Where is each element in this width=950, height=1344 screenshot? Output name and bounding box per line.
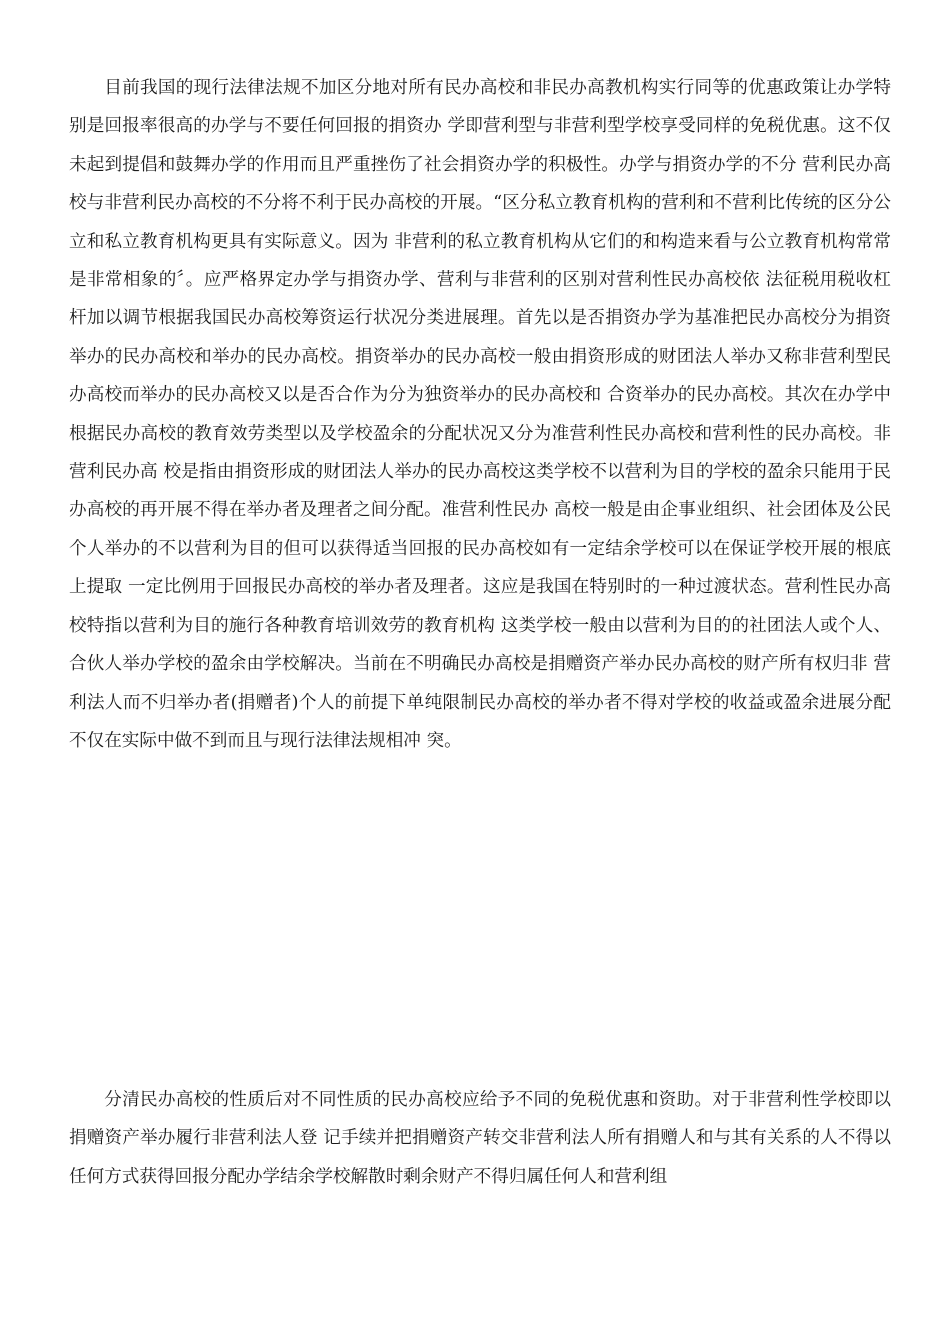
body-paragraph-2: 分清民办高校的性质后对不同性质的民办高校应给予不同的免税优惠和资助。对于非营利性学校即以捐赠资产举办履行非营利法人登 记手续并把捐赠资产转交非营利法人所有捐赠人和与其有关系的人不得以任何方式获得回报分配办学结余学校解散时剩余财产不得归属任何人和营利组 bbox=[69, 1090, 891, 1187]
body-paragraph-1: 目前我国的现行法律法规不加区分地对所有民办高校和非民办高教机构实行同等的优惠政策让办学特别是回报率很高的办学与不要任何回报的捐资办 学即营利型与非营利型学校享受同样的免税优惠。这不仅未起到提倡和鼓舞办学的作用而且严重挫伤了社会捐资办学的积极性。办学与捐资办学的不分 营利民办高校与非营利民办高校的不分将不利于民办高校的开展。“区分私立教育机构的营利和不营利比传统的区分公立和私立教育机构更具有实际意义。因为 非营利的私立教育机构从它们的和构造来看与公立教育机构常常是非常相象的〞。应严格界定办学与捐资办学、营利与非营利的区别对营利性民办高校依 法征税用税收杠杆加以调节根据我国民办高校筹资运行状况分类进展理。首先以是否捐资办学为基准把民办高校分为捐资举办的民办高校和举办的民办高校。捐资举办的民办高校一般由捐资形成的财团法人举办又称非营利型民办高校而举办的民办高校又以是否合作为分为独资举办的民办高校和 合资举办的民办高校。其次在办学中根据民办高校的教育效劳类型以及学校盈余的分配状况又分为准营利性民办高校和营利性的民办高校。非营利民办高 校是指由捐资形成的财团法人举办的民办高校这类学校不以营利为目的学校的盈余只能用于民办高校的再开展不得在举办者及理者之间分配。准营利性民办 高校一般是由企事业组织、社会团体及公民个人举办的不以营利为目的但可以获得适当回报的民办高校如有一定结余学校可以在保证学校开展的根底上提取 一定比例用于回报民办高校的举办者及理者。这应是我国在特别时的一种过渡状态。营利性民办高校特指以营利为目的施行各种教育培训效劳的教育机构 这类学校一般由以营利为目的的社团法人或个人、合伙人举办学校的盈余由学校解决。当前在不明确民办高校是捐赠资产举办民办高校的财产所有权归非 营利法人而不归举办者(捐赠者)个人的前提下单纯限制民办高校的举办者不得对学校的收益或盈余进展分配不仅在实际中做不到而且与现行法律法规相冲 突。 bbox=[69, 78, 891, 751]
